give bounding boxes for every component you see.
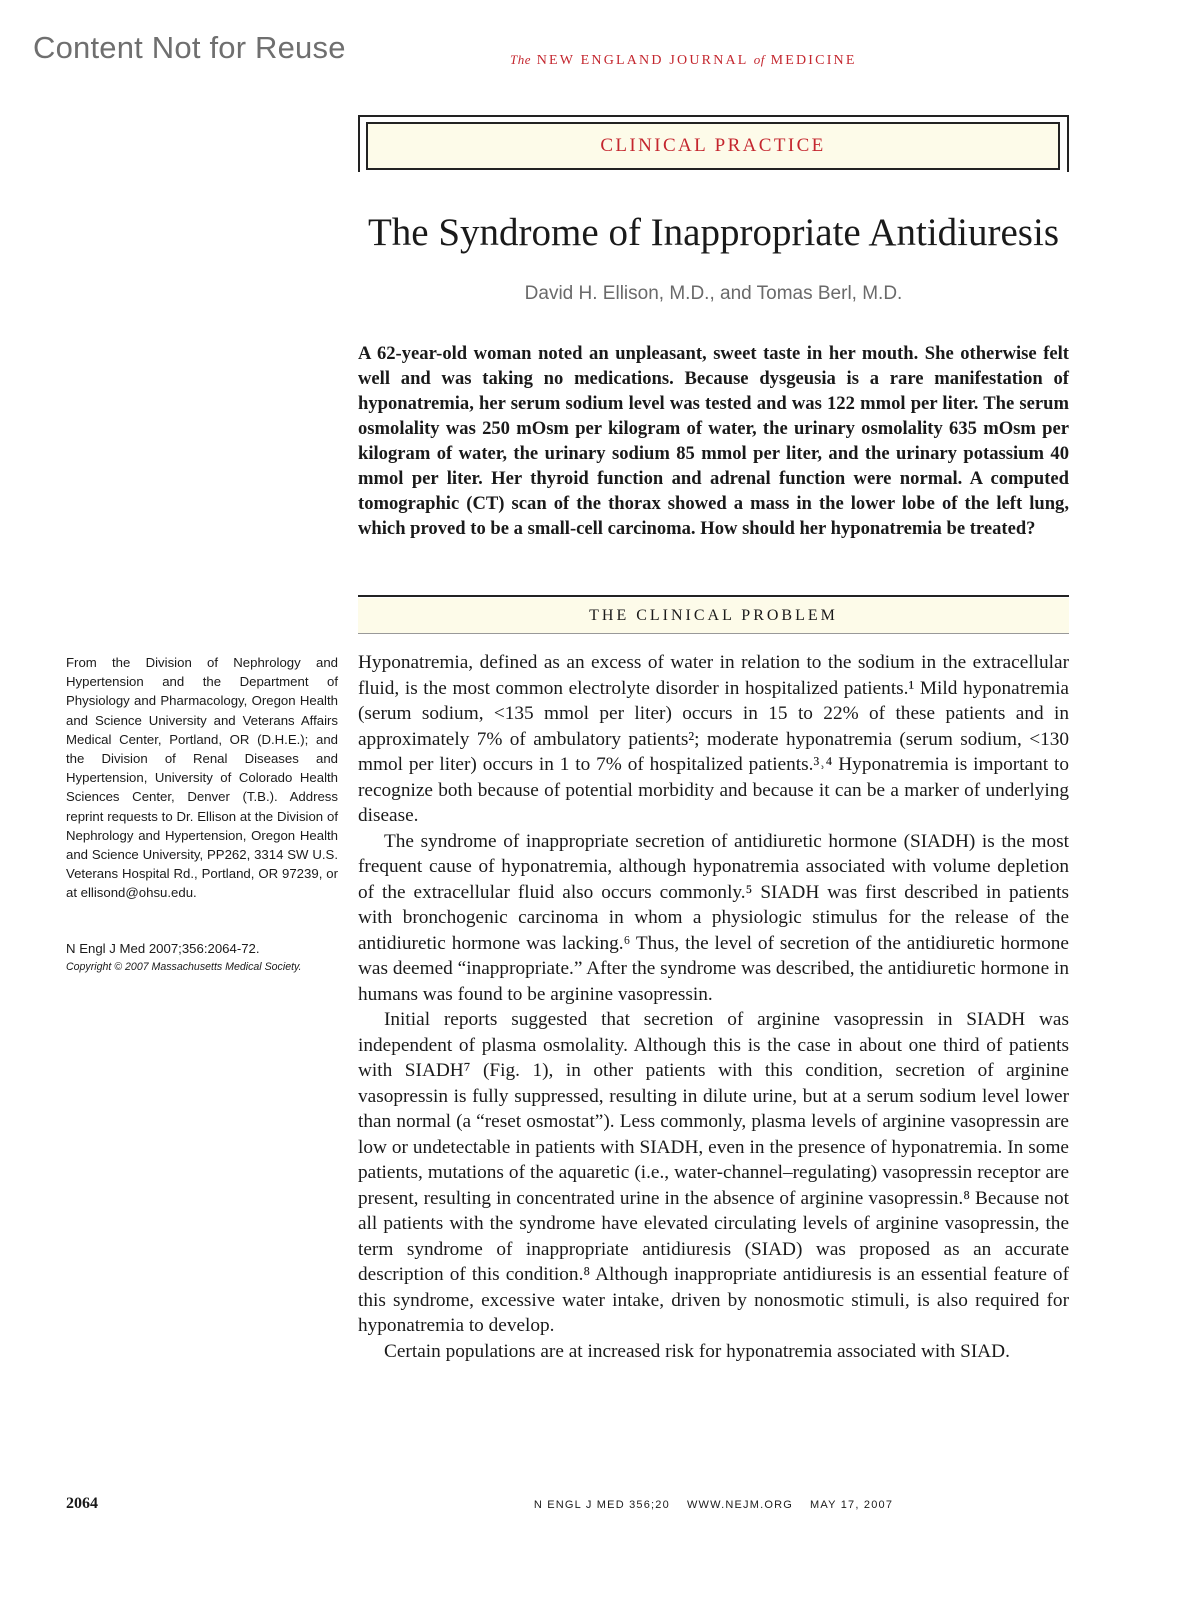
body-paragraph: Initial reports suggested that secretion of arginine vasopressin in SIADH was independent of plasma osmolality. Although this is the case in about one third of patients with SIADH⁷ (Fig. 1), in other patients with this condition, secretion of arginine vasopressin is fully suppressed, resulting in dilute urine, but at a serum sodium level lower than normal (a “reset osmostat”). Less commonly, plasma levels of arginine vasopressin are low or undetectable in patients with SIADH, even in the presence of hyponatremia. In some patients, mutations of the aquaretic (i.e., water-channel–regulating) vasopressin receptor are present, resulting in concentrated urine in the absence of arginine vasopressin.⁸ Because not all patients with the syndrome have elevated circulating levels of arginine vasopressin, the term syndrome of inappropriate antidiuresis (SIAD) was proposed as an accurate description of this condition.⁸ Although inappropriate antidiuresis is an essential feature of this syndrome, excessive water intake, driven by nonosmotic stimuli, is also required for hyponatremia to develop. bbox=[358, 1009, 1069, 1336]
watermark-text: Content Not for Reuse bbox=[33, 30, 346, 65]
article-body bbox=[358, 650, 1069, 1364]
running-head-the: The bbox=[510, 52, 531, 67]
citation-line: N Engl J Med 2007;356:2064-72. bbox=[66, 941, 260, 956]
article-title: The Syndrome of Inappropriate Antidiuresis bbox=[367, 211, 1059, 254]
section-divider bbox=[358, 595, 1069, 597]
body-paragraph: The syndrome of inappropriate secretion of antidiuretic hormone (SIADH) is the most frequent cause of hyponatremia, although hyponatremia associated with volume depletion of the extracellular fluid also occurs commonly.⁵ SIADH was first described in patients with bronchogenic carcinoma in whom a physiologic stimulus for the release of the antidiuretic hormone was lacking.⁶ Thus, the level of secretion of the antidiuretic hormone was deemed “inappropriate.” After the syndrome was described, the antidiuretic hormone in humans was found to be arginine vasopressin. bbox=[358, 830, 1069, 1005]
section-heading: THE CLINICAL PROBLEM bbox=[589, 606, 838, 624]
page-number: 2064 bbox=[66, 1495, 98, 1512]
footer-citation: N ENGL J MED 356;20 WWW.NEJM.ORG MAY 17, 2007 bbox=[533, 1499, 894, 1511]
running-head-medicine: MEDICINE bbox=[770, 53, 857, 68]
case-vignette: A 62-year-old woman noted an unpleasant, sweet taste in her mouth. She otherwise felt well and was taking no medications. Because dysgeusia is a rare manifestation of hyponatremia, her serum sodium level was tested and was 122 mmol per liter. The serum osmolality was 250 mOsm per kilogram of water, the urinary osmolality 635 mOsm per kilogram of water, the urinary sodium 85 mmol per liter, and the urinary potassium 40 mmol per liter. Her thyroid function and adrenal function were normal. A computed tomographic (CT) scan of the thorax showed a mass in the lower lobe of the left lung, which proved to be a small-cell carcinoma. How should her hyponatremia be treated? bbox=[358, 343, 1069, 539]
banner-label: CLINICAL PRACTICE bbox=[600, 135, 826, 156]
article-authors: David H. Ellison, M.D., and Tomas Berl, M.D. bbox=[524, 283, 903, 304]
section-heading-band bbox=[358, 598, 1069, 634]
body-paragraph: Hyponatremia, defined as an excess of water in relation to the sodium in the extracellular fluid, is the most common electrolyte disorder in hospitalized patients.¹ Mild hyponatremia (serum sodium, <135 mmol per liter) occurs in 15 to 22% of these patients and in approximately 7% of ambulatory patients²; moderate hyponatremia (serum sodium, <130 mmol per liter) occurs in 1 to 7% of hospitalized patients.³˒⁴ Hyponatremia is important to recognize both because of potential morbidity and because it can be a marker of underlying disease. bbox=[358, 652, 1069, 826]
running-head-of: of bbox=[753, 52, 765, 67]
copyright-line: Copyright © 2007 Massachusetts Medical Society. bbox=[66, 961, 302, 973]
journal-running-head bbox=[510, 52, 857, 69]
section-banner bbox=[366, 122, 1060, 170]
body-paragraph: Certain populations are at increased risk for hyponatremia associated with SIAD. bbox=[384, 1340, 1010, 1362]
author-affiliation: From the Division of Nephrology and Hypertension and the Department of Physiology and Pharmacology, Oregon Health and Science University and Veterans Affairs Medical Center, Portland, OR (D.H.E.); and the Division of Renal Diseases and Hypertension, University of Colorado Health Sciences Center, Denver (T.B.). Address reprint requests to Dr. Ellison at the Division of Nephrology and Hypertension, Oregon Health and Science University, PP262, 3314 SW U.S. Veterans Hospital Rd., Portland, OR 97239, or at ellisond@ohsu.edu. bbox=[66, 655, 338, 901]
running-head-journal: NEW ENGLAND JOURNAL bbox=[536, 53, 749, 68]
